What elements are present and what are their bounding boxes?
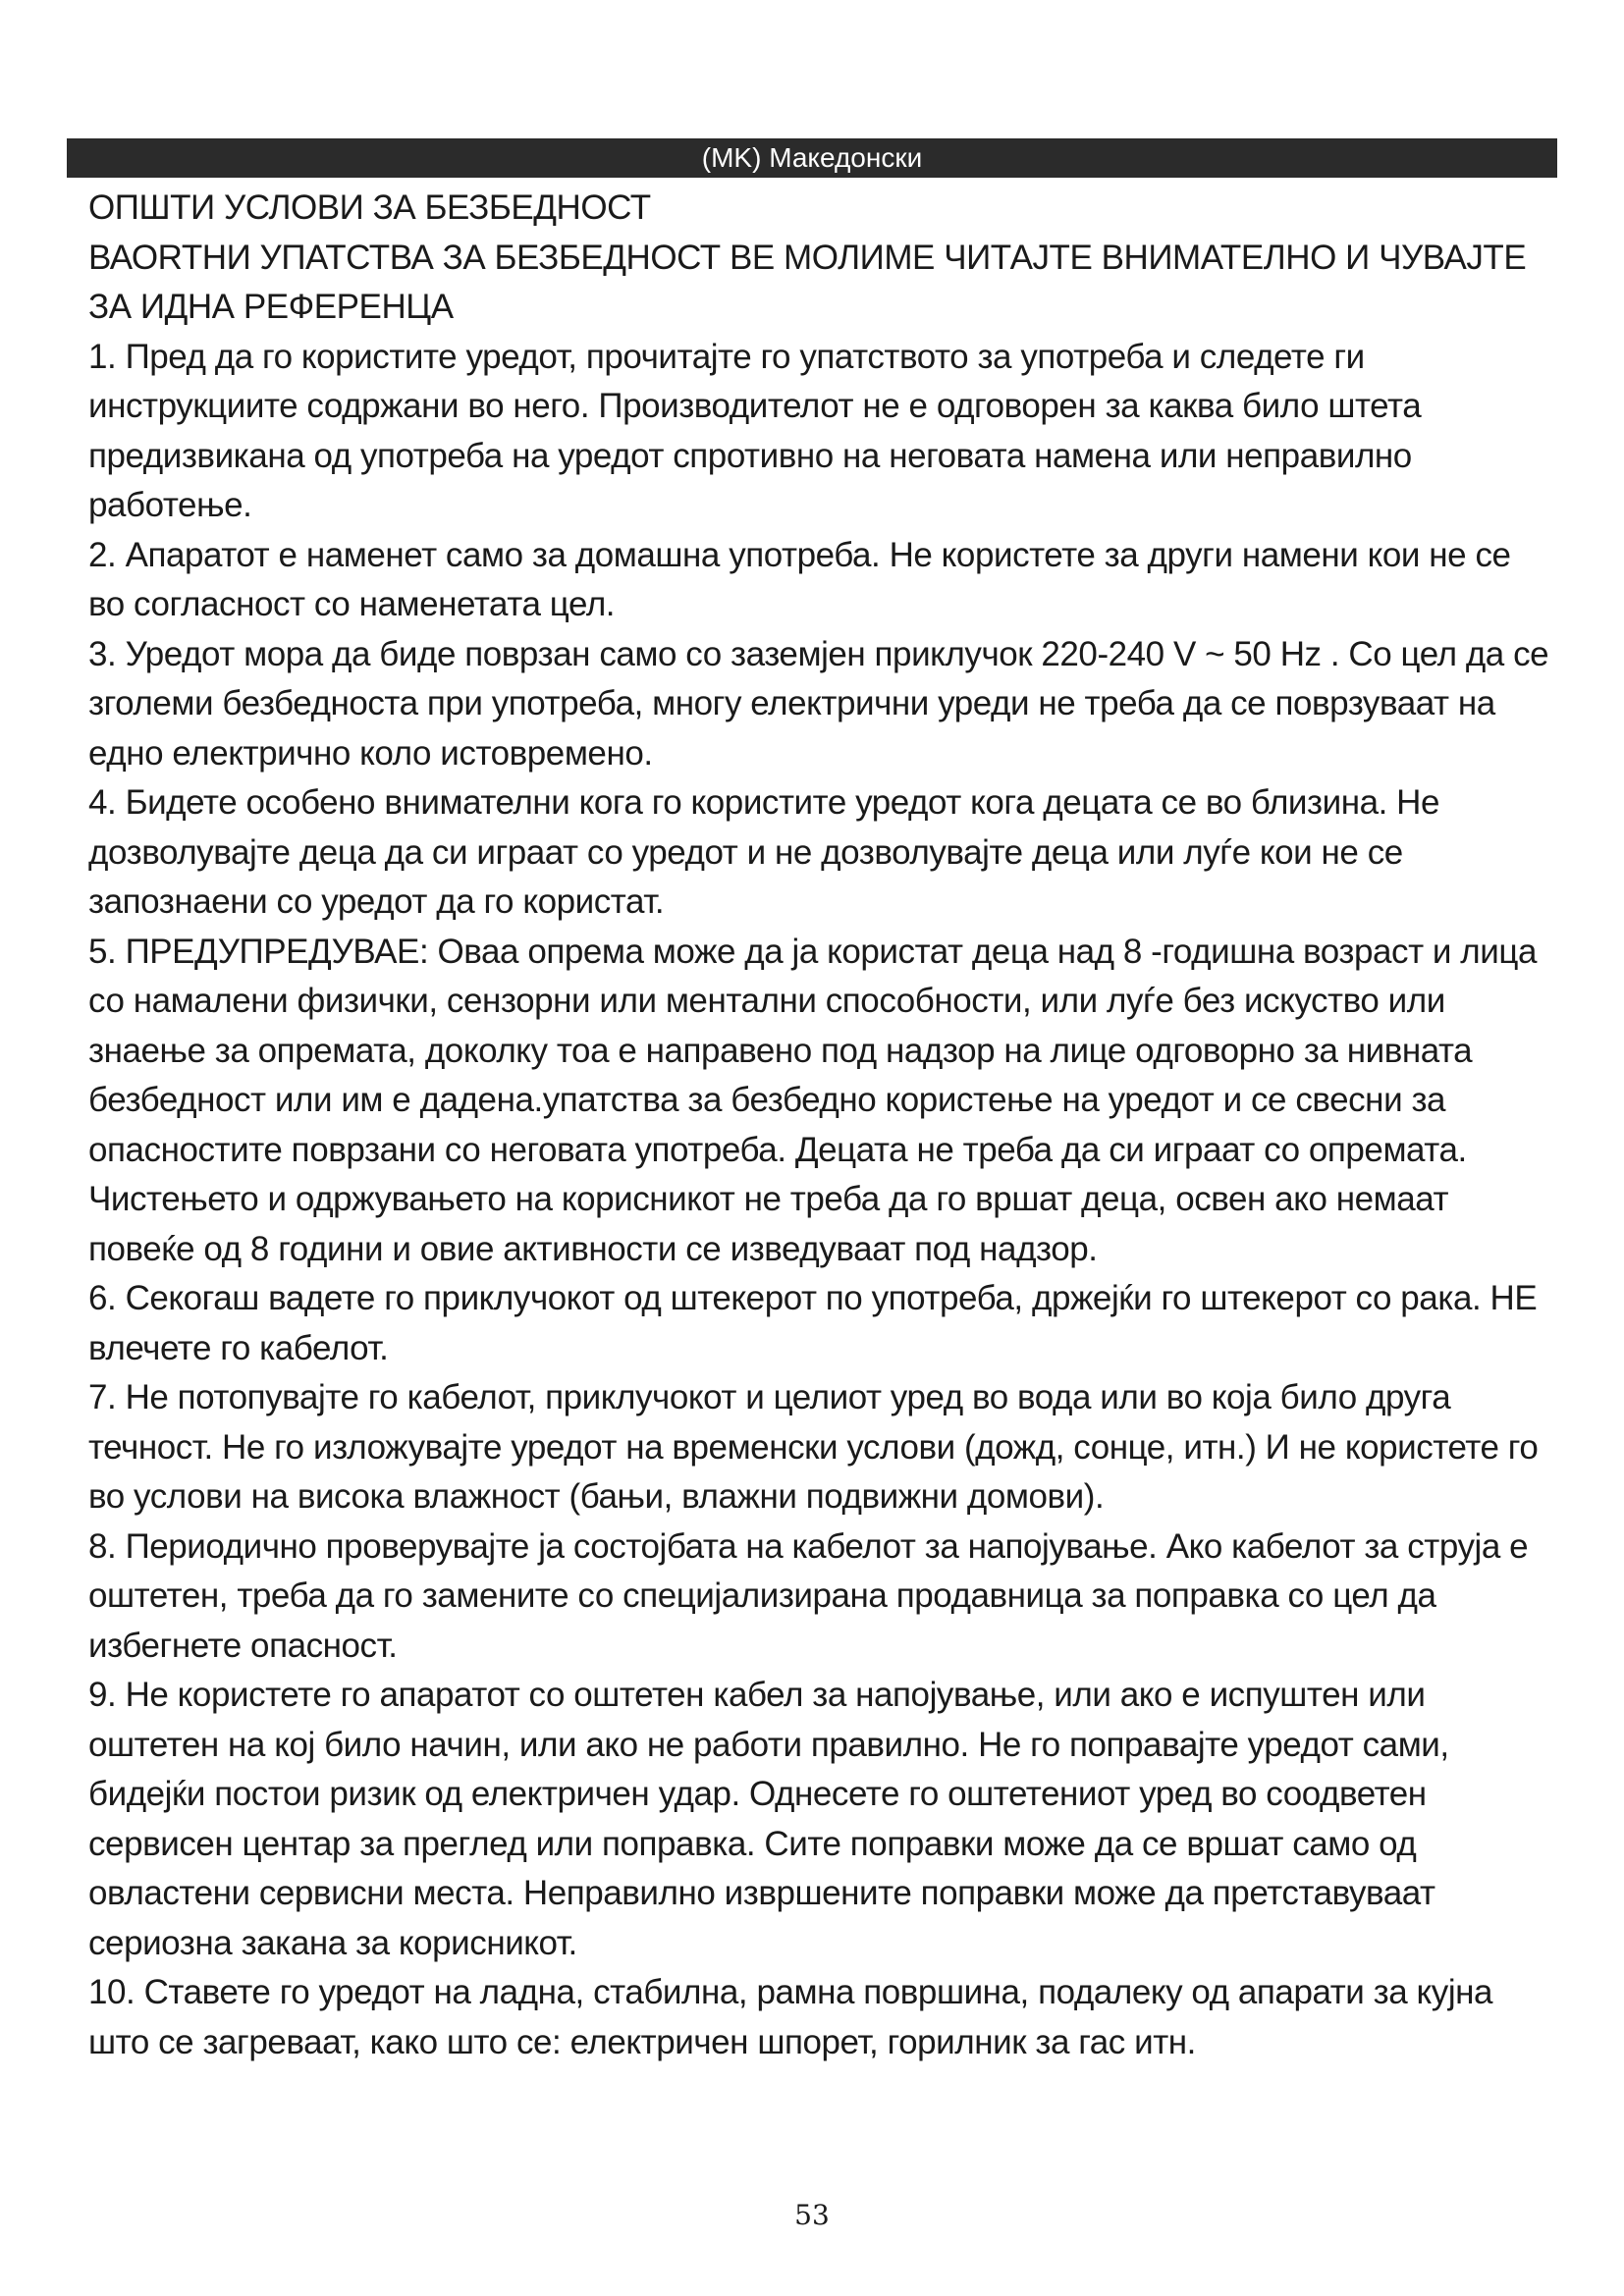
- section-subtitle: ВАОRTНИ УПАТСТВА ЗА БЕЗБЕДНОСТ ВЕ МОЛИМЕ ЧИТАЈТЕ ВНИМАТЕЛНО И ЧУВАЈТЕ ЗА ИДНА РЕФЕРЕНЦА: [88, 238, 1527, 326]
- safety-item-3: 3. Уредот мора да биде поврзан само со заземјен приклучок 220-240 V ~ 50 Hz . Со цел да се зголеми безбедноста при употреба, многу електрични уреди не треба да се поврзуваат на едно електрично коло истовремено.: [88, 634, 1549, 773]
- safety-item-5: 5. ПРЕДУПРЕДУВАЕ: Оваа опрема може да ја користат деца над 8 -годишна возраст и лица со намалени физички, сензорни или ментални способности, или луѓе без искуство или знаење за опремата, доколку тоа е направено под надзор на лице одговорно за нивната безбедност или им е дадена.упатства за безбедно користење на уредот и се свесни за опасностите поврзани со неговата употреба. Децата не треба да си играат со опремата. Чистењето и одржувањето на корисникот не треба да го вршат деца, освен ако немаат повеќе од 8 години и овие активности се изведуваат под надзор.: [88, 932, 1537, 1268]
- safety-item-1: 1. Пред да го користите уредот, прочитајте го упатството за употреба и следете ги инструкциите содржани во него. Производителот не е одговорен за каква било штета предизвикана од употреба на уредот спротивно на неговата намена или неправилно работење.: [88, 337, 1422, 524]
- safety-item-10: 10. Ставете го уредот на ладна, стабилна, рамна површина, подалеку од апарати за кујна што се загреваат, како што се: електричен шпорет, горилник за гас итн.: [88, 1973, 1493, 2061]
- language-header-bar: (MK) Македонски: [67, 138, 1557, 178]
- section-title: ОПШТИ УСЛОВИ ЗА БЕЗБЕДНОСТ: [88, 188, 651, 227]
- safety-item-8: 8. Периодично проверувајте ја состојбата на кабелот за напојување. Ако кабелот за струја е оштетен, треба да го замените со специјализирана продавница за поправка со цел да избегнете опасност.: [88, 1526, 1529, 1665]
- page-number: 53: [794, 2199, 830, 2231]
- safety-item-9: 9. Не користете го апаратот со оштетен кабел за напојување, или ако е испуштен или оштетен на кој било начин, или ако не работи правилно. Не го поправајте уредот сами, бидејќи постои ризик од електричен удар. Однесете го оштетениот уред во соодветен сервисен центар за преглед или поправка. Сите поправки може да се вршат само од овластени сервисни места. Неправилно извршените поправки може да претставуваат сериозна закана за корисникот.: [88, 1676, 1449, 1962]
- document-body: [88, 184, 1551, 2067]
- safety-item-4: 4. Бидете особено внимателни кога го користите уредот кога децата се во близина. Не дозволувајте деца да си играат со уредот и не дозволувајте деца или луѓе кои не се запознаени со уредот да го користат.: [88, 783, 1439, 921]
- safety-item-2: 2. Апаратот е наменет само за домашна употреба. Не користете за други намени кои не се во согласност со наменетата цел.: [88, 535, 1511, 623]
- safety-item-7: 7. Не потопувајте го кабелот, приклучокот и целиот уред во вода или во која било друга течност. Не го изложувајте уредот на временски услови (дожд, сонце, итн.) И не користете го во услови на висока влажност (бањи, влажни подвижни домови).: [88, 1378, 1539, 1516]
- safety-item-6: 6. Секогаш вадете го приклучокот од штекерот по употреба, држејќи го штекерот со рака. НЕ влечете го кабелот.: [88, 1279, 1538, 1367]
